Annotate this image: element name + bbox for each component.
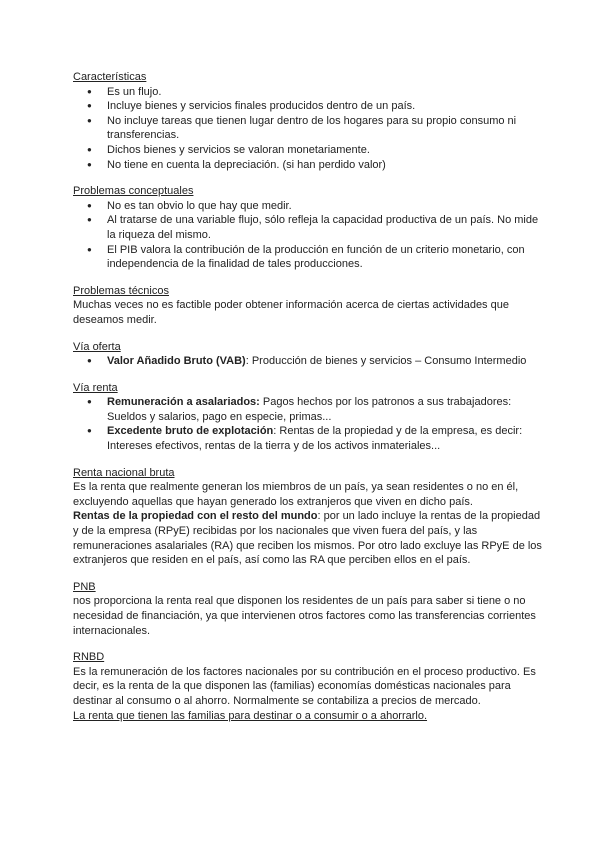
list-item: ● No tiene en cuenta la depreciación. (si han perdido valor) xyxy=(107,158,543,173)
paragraph-problemas-tecnicos: Muchas veces no es factible poder obtener información acerca de ciertas actividades que deseamos medir. xyxy=(73,299,509,326)
paragraph-rentas-propiedad xyxy=(73,509,543,567)
list-item: ● El PIB valora la contribución de la producción en función de un criterio monetario, con independencia de la finalidad de tales producciones. xyxy=(107,243,543,272)
heading-rnbd: RNBD xyxy=(73,651,105,664)
definition-vab: : Producción de bienes y servicios – Consumo Intermedio xyxy=(245,355,527,368)
heading-via-renta: Vía renta xyxy=(73,381,118,394)
section-via-oferta xyxy=(73,340,543,369)
heading-via-oferta: Vía oferta xyxy=(73,340,121,353)
list-item: ● No incluye tareas que tienen lugar dentro de los hogares para su propio consumo ni transferencias. xyxy=(107,114,543,143)
term-remuneracion: Remuneración a asalariados: xyxy=(107,396,260,409)
section-rnbd xyxy=(73,650,543,723)
list-item: ● Es un flujo. xyxy=(107,85,543,100)
list-item: ● Incluye bienes y servicios finales producidos dentro de un país. xyxy=(107,99,543,114)
definition-rentas-propiedad: : por un lado incluye la rentas de la propiedad y de la empresa (RPyE) recibidas por los nacionales que viven fuera del país, y las remuneraciones asalariales (RA) que reciben los mismos. Por otro lado excluye las RPyE de los extranjeros que residen en el país, así como las RA que perciben ellos en el país. xyxy=(73,510,542,567)
section-caracteristicas xyxy=(73,70,543,172)
paragraph-renta-nacional-bruta: Es la renta que realmente generan los miembros de un país, ya sean residentes o no en él, excluyendo aquellas que hayan generado los extranjeros que viven en dicho país. xyxy=(73,481,519,508)
paragraph-pnb: nos proporciona la renta real que disponen los residentes de un país para saber si tiene o no necesidad de financiación, ya que intervienen otros factores como las transferencias corrientes internacionales. xyxy=(73,595,536,637)
list-problemas-conceptuales xyxy=(73,199,543,272)
definition-excedente: : Rentas de la propiedad y de la empresa, es decir: Intereses efectivos, rentas de la tierra y de los activos inmateriales... xyxy=(107,425,523,453)
section-problemas-conceptuales xyxy=(73,184,543,272)
term-rentas-propiedad: Rentas de la propiedad con el resto del mundo xyxy=(73,510,318,523)
list-via-oferta xyxy=(73,354,543,369)
term-excedente: Excedente bruto de explotación xyxy=(107,425,274,438)
heading-caracteristicas: Características xyxy=(73,71,147,83)
list-item: ● Al tratarse de una variable flujo, sólo refleja la capacidad productiva de un país. No mide la riqueza del mismo. xyxy=(107,213,543,242)
heading-problemas-conceptuales: Problemas conceptuales xyxy=(73,185,194,198)
list-item xyxy=(107,354,543,369)
heading-renta-nacional-bruta: Renta nacional bruta xyxy=(73,466,175,479)
heading-pnb: PNB xyxy=(73,580,96,593)
list-item: ● Dichos bienes y servicios se valoran monetariamente. xyxy=(107,143,543,158)
list-item xyxy=(107,395,543,424)
section-pnb xyxy=(73,580,543,638)
section-renta-nacional-bruta xyxy=(73,466,543,568)
section-via-renta xyxy=(73,381,543,454)
definition-remuneracion: Pagos hechos por los patronos a sus trabajadores: Sueldos y salarios, pago en especie, primas... xyxy=(107,396,512,423)
list-item xyxy=(107,424,543,453)
term-vab: Valor Añadido Bruto (VAB) xyxy=(107,355,246,368)
list-caracteristicas xyxy=(73,85,543,173)
paragraph-rnbd: Es la remuneración de los factores nacionales por su contribución en el proceso productivo. Es decir, es la renta de la que disponen las (familias) economías domésticas nacionales para destinar al consumo o al ahorro. Normalmente se contabiliza a precios de mercado. xyxy=(73,665,536,707)
document-page xyxy=(73,70,543,735)
underlined-sentence-rnbd: La renta que tienen las familias para destinar o a consumir o a ahorrarlo. xyxy=(73,709,428,722)
list-item: ● No es tan obvio lo que hay que medir. xyxy=(107,199,543,214)
section-problemas-tecnicos xyxy=(73,284,543,328)
heading-problemas-tecnicos: Problemas técnicos xyxy=(73,284,169,297)
list-via-renta xyxy=(73,395,543,453)
